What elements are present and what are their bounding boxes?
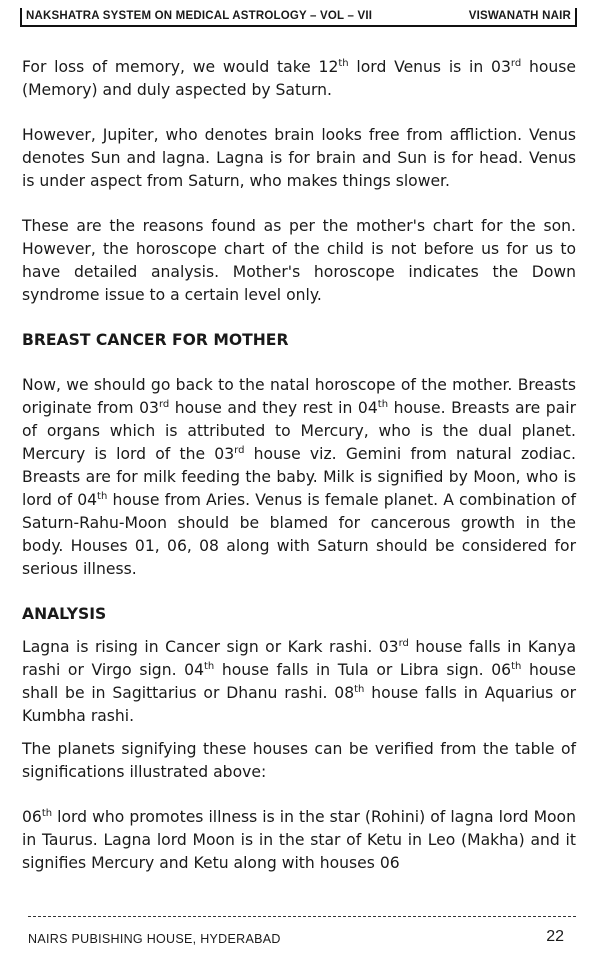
text-run: house falls in Kanya rashi or Virgo sign. 04 — [22, 638, 577, 679]
heading-breast-cancer: BREAST CANCER FOR MOTHER — [22, 331, 289, 349]
paragraph-memory — [22, 56, 576, 102]
footer-publisher: NAIRS PUBISHING HOUSE, HYDERABAD — [28, 932, 281, 946]
text-run: house shall be in Sagittarius or Dhanu rashi. 08 — [22, 661, 576, 702]
page-number: 22 — [546, 928, 564, 945]
text-run: house from Aries. Venus is female planet. A combination of Saturn-Rahu-Moon should be blamed for cancerous growth in the body. Houses 01, 06, 08 along with Saturn should be considered for serious illness. — [22, 491, 577, 578]
paragraph-planets: The planets signifying these houses can be verified from the table of significations illustrated above: — [22, 740, 576, 781]
superscript: th — [338, 58, 349, 69]
text-run: lord Venus is in 03 — [348, 58, 511, 76]
footer-divider — [28, 916, 576, 917]
text-run: lord who promotes illness is in the star (Rohini) of lagna lord Moon in Taurus. Lagna lord Moon is in the star of Ketu in Leo (Makha) and it signifies Mercury and Ketu along with houses 06 — [22, 808, 576, 872]
text-run: house falls in Tula or Libra sign. 06 — [214, 661, 512, 679]
superscript: rd — [398, 638, 409, 649]
text-run: For loss of memory, we would take 12 — [22, 58, 339, 76]
superscript: th — [354, 684, 365, 695]
text-run: house. Breasts are pair of organs which is attributed to Mercury, who is the dual planet. Mercury is lord of the 03 — [22, 399, 576, 463]
header-author: VISWANATH NAIR — [468, 10, 571, 22]
text-run: house and they rest in 04 — [169, 399, 378, 417]
superscript: rd — [158, 399, 170, 410]
superscript: th — [511, 661, 522, 672]
paragraph-reasons: These are the reasons found as per the mother's chart for the son. However, the horoscope chart of the child is not before us for us to have detailed analysis. Mother's horoscope indicates the Down syndrome issue to a certain level only. — [22, 217, 576, 304]
superscript: th — [97, 491, 108, 502]
superscript: rd — [510, 58, 522, 69]
superscript: th — [41, 808, 53, 819]
header-book-title: NAKSHATRA SYSTEM ON MEDICAL ASTROLOGY – VOL – VII — [26, 10, 373, 22]
text-run: house falls in Aquarius or Kumbha rashi. — [22, 684, 576, 725]
text-run: Lagna is rising in Cancer sign or Kark rashi. 03 — [22, 638, 399, 656]
superscript: rd — [234, 445, 245, 456]
heading-analysis: ANALYSIS — [22, 605, 107, 623]
text-run: 06 — [22, 808, 42, 826]
text-run: house (Memory) and duly aspected by Saturn. — [22, 58, 576, 99]
paragraph-lagna — [22, 636, 576, 728]
paragraph-sixth-lord — [22, 806, 576, 875]
page-content — [22, 56, 576, 875]
text-run: Now, we should go back to the natal horoscope of the mother. Breasts originate from 03 — [22, 376, 576, 417]
running-header — [20, 8, 577, 27]
superscript: th — [204, 661, 215, 672]
paragraph-jupiter: However, Jupiter, who denotes brain looks free from affliction. Venus denotes Sun and lagna. Lagna is for brain and Sun is for head. Venus is under aspect from Saturn, who makes things slower. — [22, 126, 576, 190]
text-run: house viz. Gemini from natural zodiac. Breasts are for milk feeding the baby. Milk is signified by Moon, who is lord of 04 — [22, 445, 576, 509]
paragraph-natal-horoscope — [22, 374, 576, 581]
superscript: th — [377, 399, 389, 410]
